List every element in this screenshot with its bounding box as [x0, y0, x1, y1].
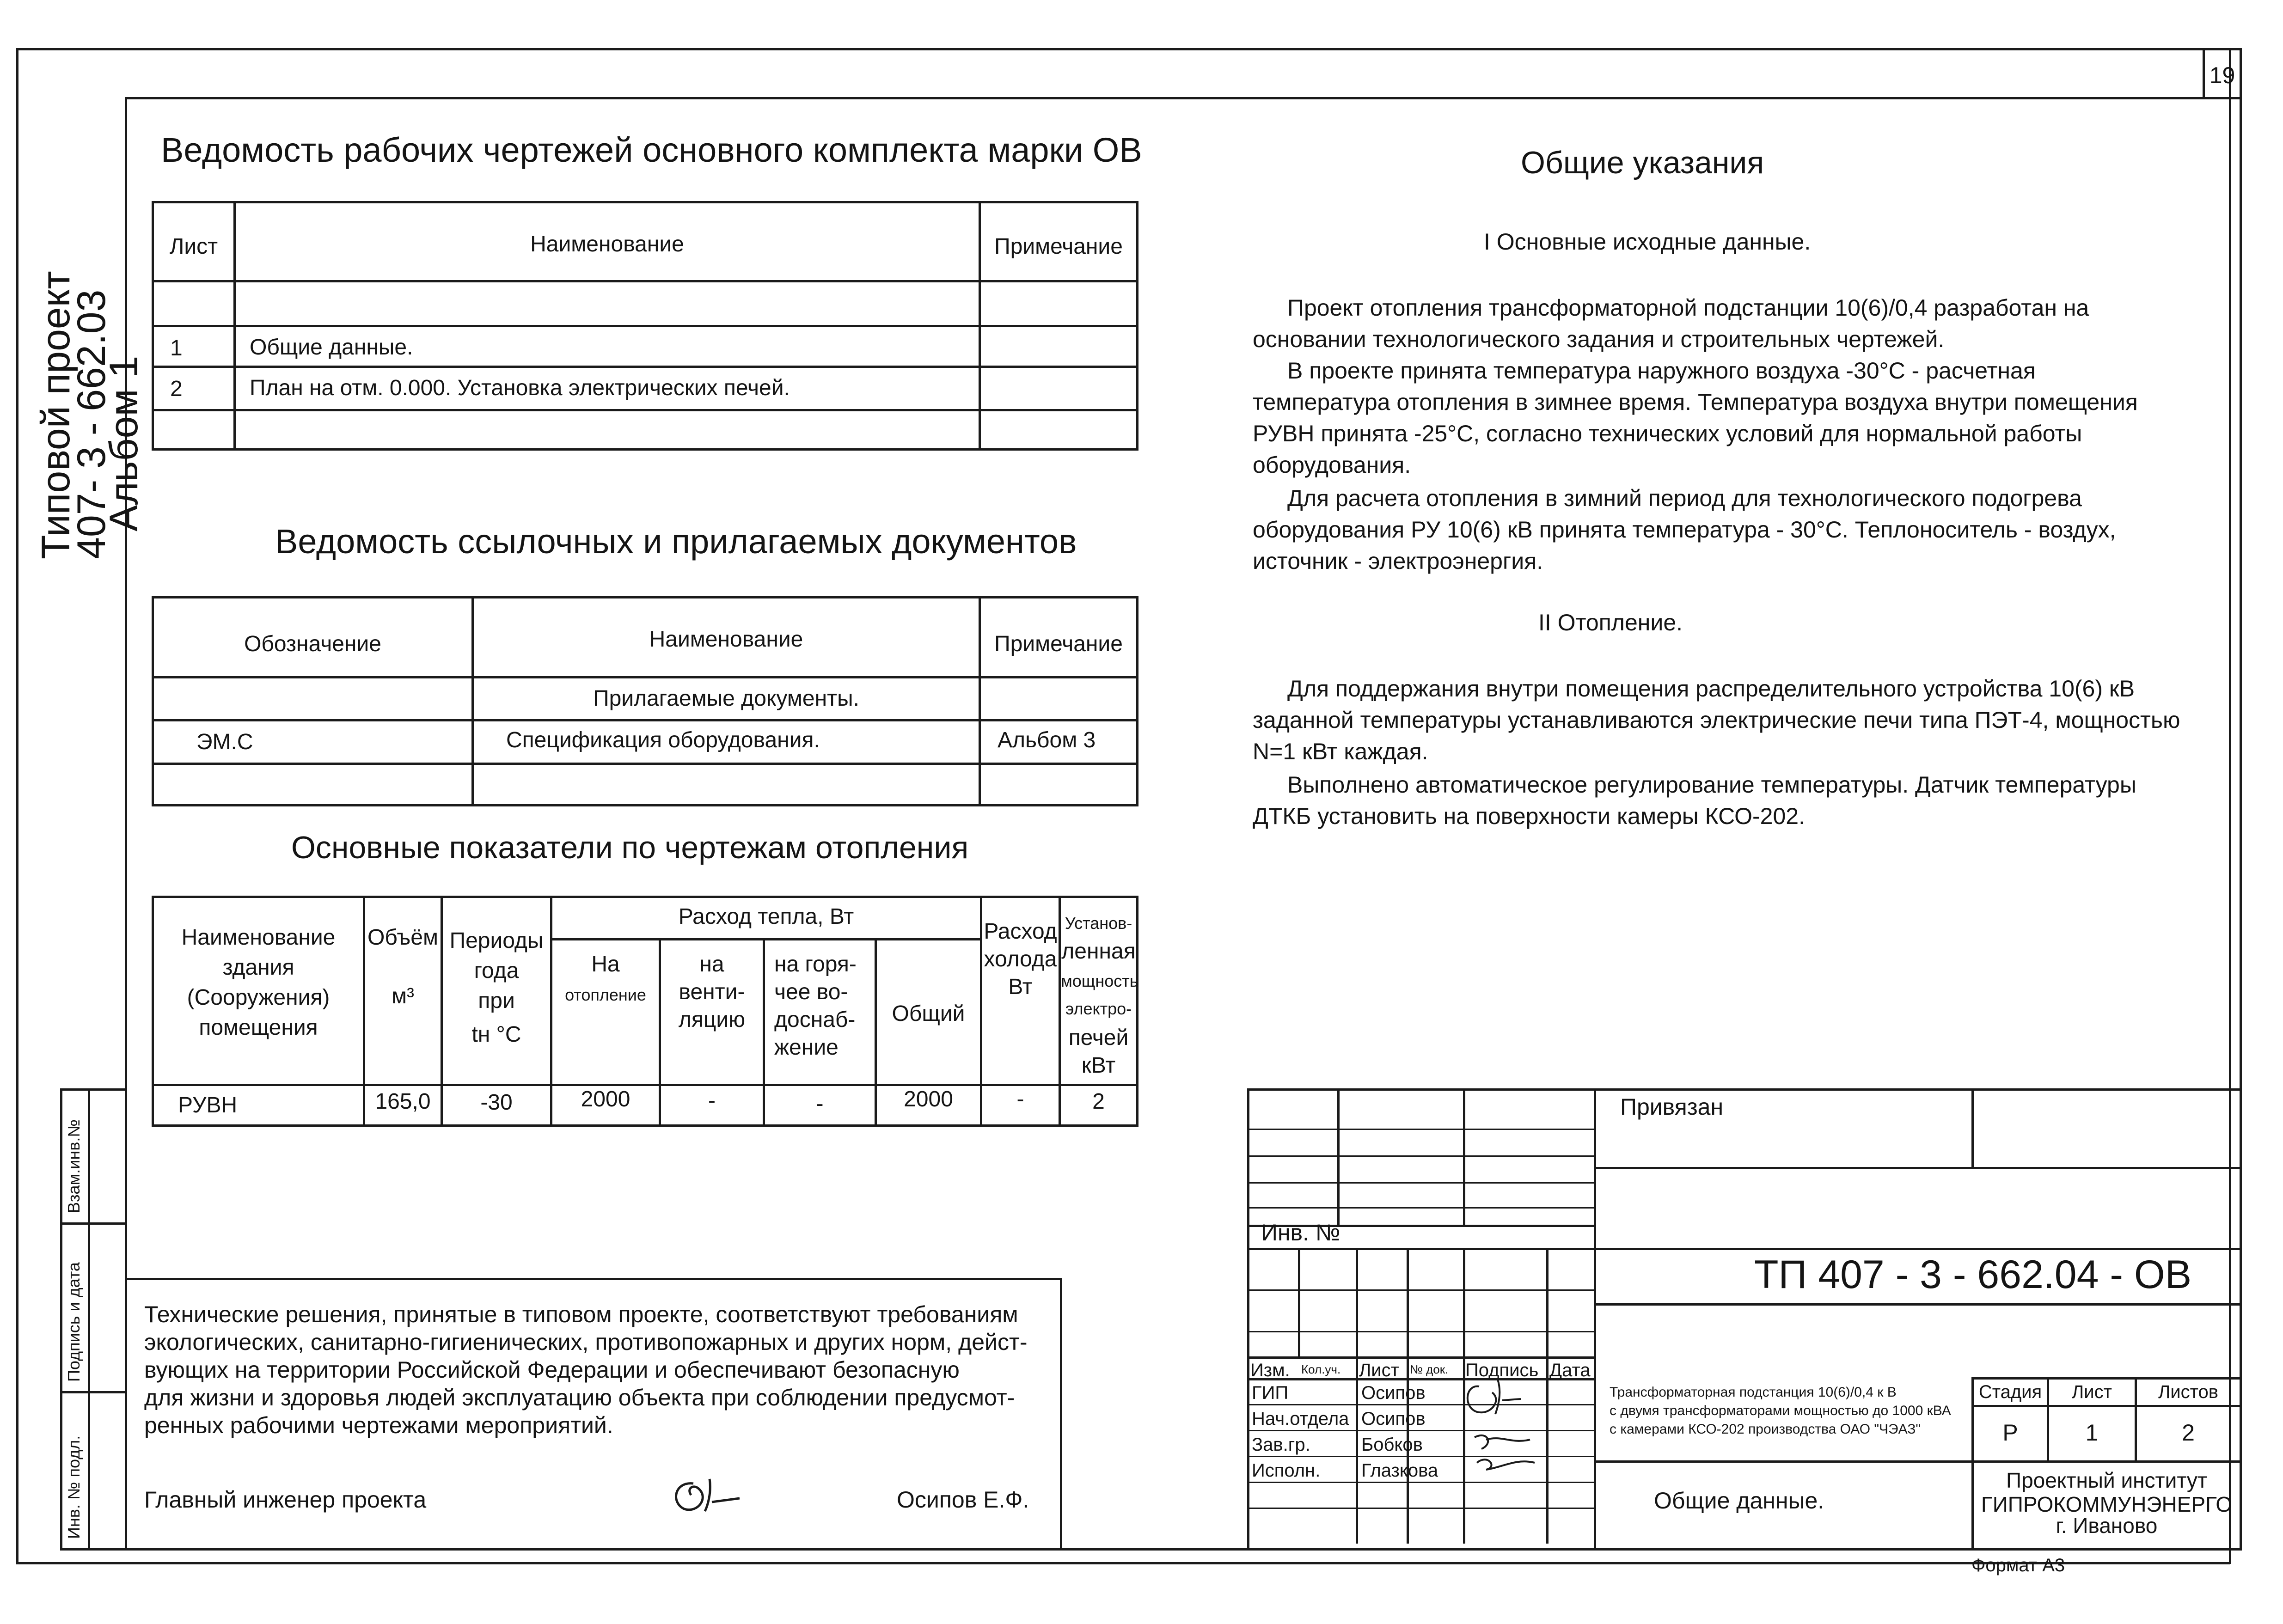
section2-line: заданной температуры устанавливаются электрические печи типа ПЭТ-4, мощностью — [1253, 707, 2180, 733]
tb-left-grid-row — [1247, 1207, 1594, 1209]
refdocs-section-label: Прилагаемые документы. — [593, 686, 859, 711]
ind-header-cold: Расход — [984, 919, 1057, 944]
section1-line: РУВН принята -25°C, согласно технических условий для нормальной работы — [1253, 421, 2082, 446]
tb-person: Глазкова — [1361, 1460, 1438, 1481]
tb-person: Осипов — [1361, 1409, 1426, 1429]
outer-frame-top — [16, 48, 2230, 50]
ind-data-row-line — [152, 1084, 1138, 1086]
section2-line: Для поддержания внутри помещения распределительного устройства 10(6) кВ — [1287, 676, 2135, 702]
ind-header-cold: холода — [984, 947, 1057, 971]
ind-header-building: здания — [222, 955, 294, 980]
drawings-header-note: Примечание — [994, 234, 1123, 259]
tb-person: Осипов — [1361, 1383, 1426, 1403]
chief-engineer-label: Главный инженер проекта — [144, 1487, 427, 1513]
section2-title: II Отопление. — [1538, 610, 1683, 635]
tb-code-line-bottom — [1594, 1303, 2242, 1306]
outer-frame-left — [16, 48, 18, 1564]
ind-header-ventilation: на — [699, 952, 724, 977]
section1-line: основании технологического задания и строительных чертежей. — [1253, 326, 1945, 352]
section1-line: температура отопления в зимнее время. Температура воздуха внутри помещения — [1253, 389, 2138, 415]
chief-engineer-name: Осипов Е.Ф. — [897, 1487, 1029, 1513]
tb-grid-row — [1247, 1508, 1594, 1509]
tb-sheet-title: Общие данные. — [1654, 1488, 1824, 1514]
tb-object-line: с камерами КСО-202 производства ОАО "ЧЭАЗ" — [1610, 1422, 1921, 1437]
tb-privyazan-line — [1594, 1167, 2242, 1169]
tb-grid-row — [1247, 1331, 1594, 1332]
ind-row-ventilation: - — [708, 1088, 716, 1113]
sheet-number: 19 — [2209, 62, 2235, 88]
outer-frame-bottom — [16, 1562, 2230, 1564]
tb-object-line: с двумя трансформаторами мощностью до 1000 кВА — [1610, 1403, 1951, 1418]
refdocs-header-note: Примечание — [994, 632, 1123, 656]
ind-row-total: 2000 — [904, 1087, 953, 1111]
ind-header-heat-group: Расход тепла, Вт — [678, 904, 854, 929]
section2-line: N=1 кВт каждая. — [1253, 739, 1428, 764]
ind-row-cold: - — [1016, 1087, 1024, 1111]
binding-field-podpis: Подпись и дата — [64, 1262, 83, 1382]
drawings-row-name: План на отм. 0.000. Установка электрических печей. — [250, 376, 790, 400]
drawings-row-line — [152, 325, 1138, 327]
drawings-row-sheet: 2 — [170, 377, 183, 401]
tb-org-line: ГИПРОКОММУНЭНЕРГО — [1981, 1492, 2233, 1516]
drawings-row-line — [152, 280, 1138, 282]
ind-header-hot-water: на горя- — [774, 952, 857, 977]
tb-role: ГИП — [1252, 1383, 1289, 1403]
refdocs-row-note: Альбом 3 — [998, 728, 1096, 752]
tb-org-line: г. Иваново — [2056, 1514, 2158, 1538]
indicators-title: Основные показатели по чертежам отопления — [291, 830, 969, 865]
section1-line: оборудования РУ 10(6) кВ принята температура - 30°C. Теплоноситель - воздух, — [1253, 517, 2116, 543]
ind-header-building: Наименование — [181, 925, 336, 950]
section2-line: ДТКБ установить на поверхности камеры КСО-202. — [1253, 803, 1805, 829]
tb-col-header-kolvo: Кол.уч. — [1301, 1362, 1341, 1376]
section1-line: источник - электроэнергия. — [1253, 548, 1543, 574]
ind-header-periods: при — [478, 989, 515, 1013]
ind-row-period: -30 — [480, 1090, 513, 1115]
tb-left-grid-row — [1247, 1129, 1594, 1130]
refdocs-row-line — [152, 719, 1138, 721]
ind-header-installed: мощность — [1061, 971, 1138, 990]
binding-field-inv: Инв. № подл. — [64, 1435, 83, 1539]
tb-stage-row-top — [1971, 1377, 2242, 1380]
tb-col-line — [1356, 1248, 1358, 1544]
ind-header-hot-water: чее во- — [774, 980, 848, 1004]
ind-header-installed: печей — [1068, 1026, 1129, 1050]
ind-heat-group-line — [550, 938, 980, 940]
tb-left-grid-row — [1247, 1155, 1594, 1157]
tb-privyazan-divider — [1971, 1088, 1974, 1167]
tb-left-grid-col — [1463, 1088, 1465, 1227]
tb-inv-no-label: Инв. № — [1261, 1220, 1340, 1245]
ind-header-installed: электро- — [1065, 999, 1132, 1018]
ind-header-installed: ленная — [1061, 939, 1136, 964]
section1-title: I Основные исходные данные. — [1484, 229, 1811, 255]
tb-col-line — [1298, 1248, 1300, 1359]
refdocs-col-divider-2 — [979, 596, 981, 806]
tb-sheets-value: 2 — [2182, 1420, 2195, 1446]
tb-role: Зав.гр. — [1252, 1435, 1310, 1455]
ind-header-periods: tн °C — [471, 1022, 521, 1047]
drawings-row-sheet: 1 — [170, 336, 183, 360]
refdocs-row-name: Спецификация оборудования. — [506, 728, 820, 752]
tb-privyazan-label: Привязан — [1620, 1094, 1724, 1120]
section1-line: Для расчета отопления в зимний период для технологического подогрева — [1287, 485, 2082, 511]
compliance-line: экологических, санитарно-гигиенических, противопожарных и других норм, дейст- — [144, 1329, 1028, 1355]
ind-header-periods: года — [474, 959, 519, 983]
tb-grid-row — [1247, 1289, 1594, 1291]
tb-col-header-list: Лист — [1359, 1360, 1399, 1380]
ind-header-installed: кВт — [1081, 1053, 1116, 1078]
tb-col-header-izm: Изм. — [1250, 1360, 1290, 1380]
ind-header-hot-water: жение — [774, 1035, 839, 1060]
refdocs-header-name: Наименование — [649, 627, 803, 652]
drawings-header-name: Наименование — [530, 232, 684, 256]
ind-header-volume-unit: м³ — [392, 984, 414, 1008]
ind-header-heating: На — [591, 952, 620, 977]
ind-row-heating: 2000 — [581, 1087, 630, 1111]
binding-stamp-row1 — [60, 1222, 127, 1225]
tb-role: Нач.отдела — [1252, 1409, 1349, 1429]
tb-col-header-data: Дата — [1549, 1360, 1591, 1380]
section2-line: Выполнено автоматическое регулирование температуры. Датчик температуры — [1287, 772, 2136, 798]
tb-signatures — [1461, 1375, 1558, 1481]
ind-header-ventilation: ляцию — [678, 1007, 746, 1032]
tb-left-grid-row — [1247, 1182, 1594, 1184]
binding-stamp-divider — [88, 1088, 90, 1551]
refdocs-row-line — [152, 763, 1138, 765]
refdocs-row-line — [152, 676, 1138, 678]
ind-row-hot-water: - — [816, 1092, 824, 1116]
section1-line: оборудования. — [1253, 452, 1411, 478]
binding-project-line1: Типовой проект — [34, 271, 78, 559]
tb-org-line: Проектный институт — [2006, 1468, 2207, 1492]
tb-stage-row-mid — [1971, 1405, 2242, 1407]
drawings-header-sheet: Лист — [169, 234, 218, 259]
tb-sheet-value: 1 — [2085, 1420, 2099, 1446]
section1-line: Проект отопления трансформаторной подстанции 10(6)/0,4 разработан на — [1287, 295, 2089, 321]
drawings-list-title: Ведомость рабочих чертежей основного комплекта марки ОВ — [161, 131, 1142, 169]
tb-col-header-docno: № док. — [1410, 1362, 1449, 1376]
tb-object-line: Трансформаторная подстанция 10(6)/0,4 к В — [1610, 1385, 1897, 1400]
tb-person: Бобков — [1361, 1435, 1423, 1455]
ind-header-total: Общий — [892, 1001, 965, 1026]
compliance-line: для жизни и здоровья людей эксплуатацию объекта при соблюдении предусмот- — [144, 1385, 1015, 1410]
section1-line: В проекте принята температура наружного воздуха -30°C - расчетная — [1287, 358, 2036, 384]
tb-code-line-top — [1594, 1248, 2242, 1250]
tb-sheet-label: Лист — [2072, 1382, 2112, 1402]
ind-row-volume: 165,0 — [375, 1089, 431, 1114]
refdocs-header-code: Обозначение — [244, 632, 381, 656]
binding-project-line3: Альбом 1 — [102, 355, 146, 531]
ind-header-building: (Сооружения) — [187, 985, 330, 1010]
compliance-line: ренных рабочими чертежами мероприятий. — [144, 1412, 613, 1438]
compliance-line: вующих на территории Российской Федерации и обеспечивают безопасную — [144, 1357, 960, 1383]
tb-sheets-label: Листов — [2158, 1382, 2218, 1402]
binding-stamp-row2 — [60, 1391, 127, 1393]
tb-left-grid-col — [1337, 1088, 1340, 1227]
compliance-line: Технические решения, принятые в типовом проекте, соответствуют требованиям — [144, 1301, 1018, 1327]
drawings-row-line — [152, 366, 1138, 368]
tb-stage-value: Р — [2002, 1420, 2018, 1446]
refdocs-row-code: ЭМ.С — [196, 730, 253, 754]
chief-engineer-signature — [666, 1470, 772, 1520]
tb-grid-row — [1247, 1482, 1594, 1483]
drawings-row-line — [152, 409, 1138, 411]
binding-field-vzam: Взам.инв.№ — [64, 1119, 83, 1213]
ind-header-cold: Вт — [1008, 975, 1033, 999]
ind-row-installed: 2 — [1092, 1089, 1105, 1114]
ind-header-installed: Установ- — [1065, 914, 1132, 933]
ind-header-ventilation: венти- — [679, 980, 745, 1004]
ind-header-periods: Периоды — [449, 928, 544, 953]
ind-header-heating: отопление — [565, 985, 646, 1004]
tb-doc-code: ТП 407 - 3 - 662.04 - ОВ — [1754, 1252, 2192, 1297]
reference-docs-title: Ведомость ссылочных и прилагаемых документов — [275, 522, 1077, 561]
tb-left-grid-col — [1594, 1088, 1596, 1551]
tb-header-row-top — [1247, 1356, 1594, 1359]
tb-col-header-podpis: Подпись — [1465, 1360, 1539, 1380]
drawings-row-name: Общие данные. — [250, 335, 413, 360]
ind-header-hot-water: доснаб- — [774, 1007, 856, 1032]
tb-role: Исполн. — [1252, 1460, 1321, 1481]
ind-row-building: РУВН — [178, 1093, 238, 1117]
tb-format-label: Формат А3 — [1971, 1555, 2065, 1575]
general-notes-title: Общие указания — [1521, 145, 1764, 180]
binding-project-line2: 407- 3 - 662.03 — [69, 289, 114, 559]
ind-header-volume: Объём — [367, 925, 438, 950]
ind-header-building: помещения — [199, 1015, 318, 1040]
tb-stage-row-bottom — [1594, 1460, 2242, 1463]
tb-stage-label: Стадия — [1978, 1382, 2042, 1402]
